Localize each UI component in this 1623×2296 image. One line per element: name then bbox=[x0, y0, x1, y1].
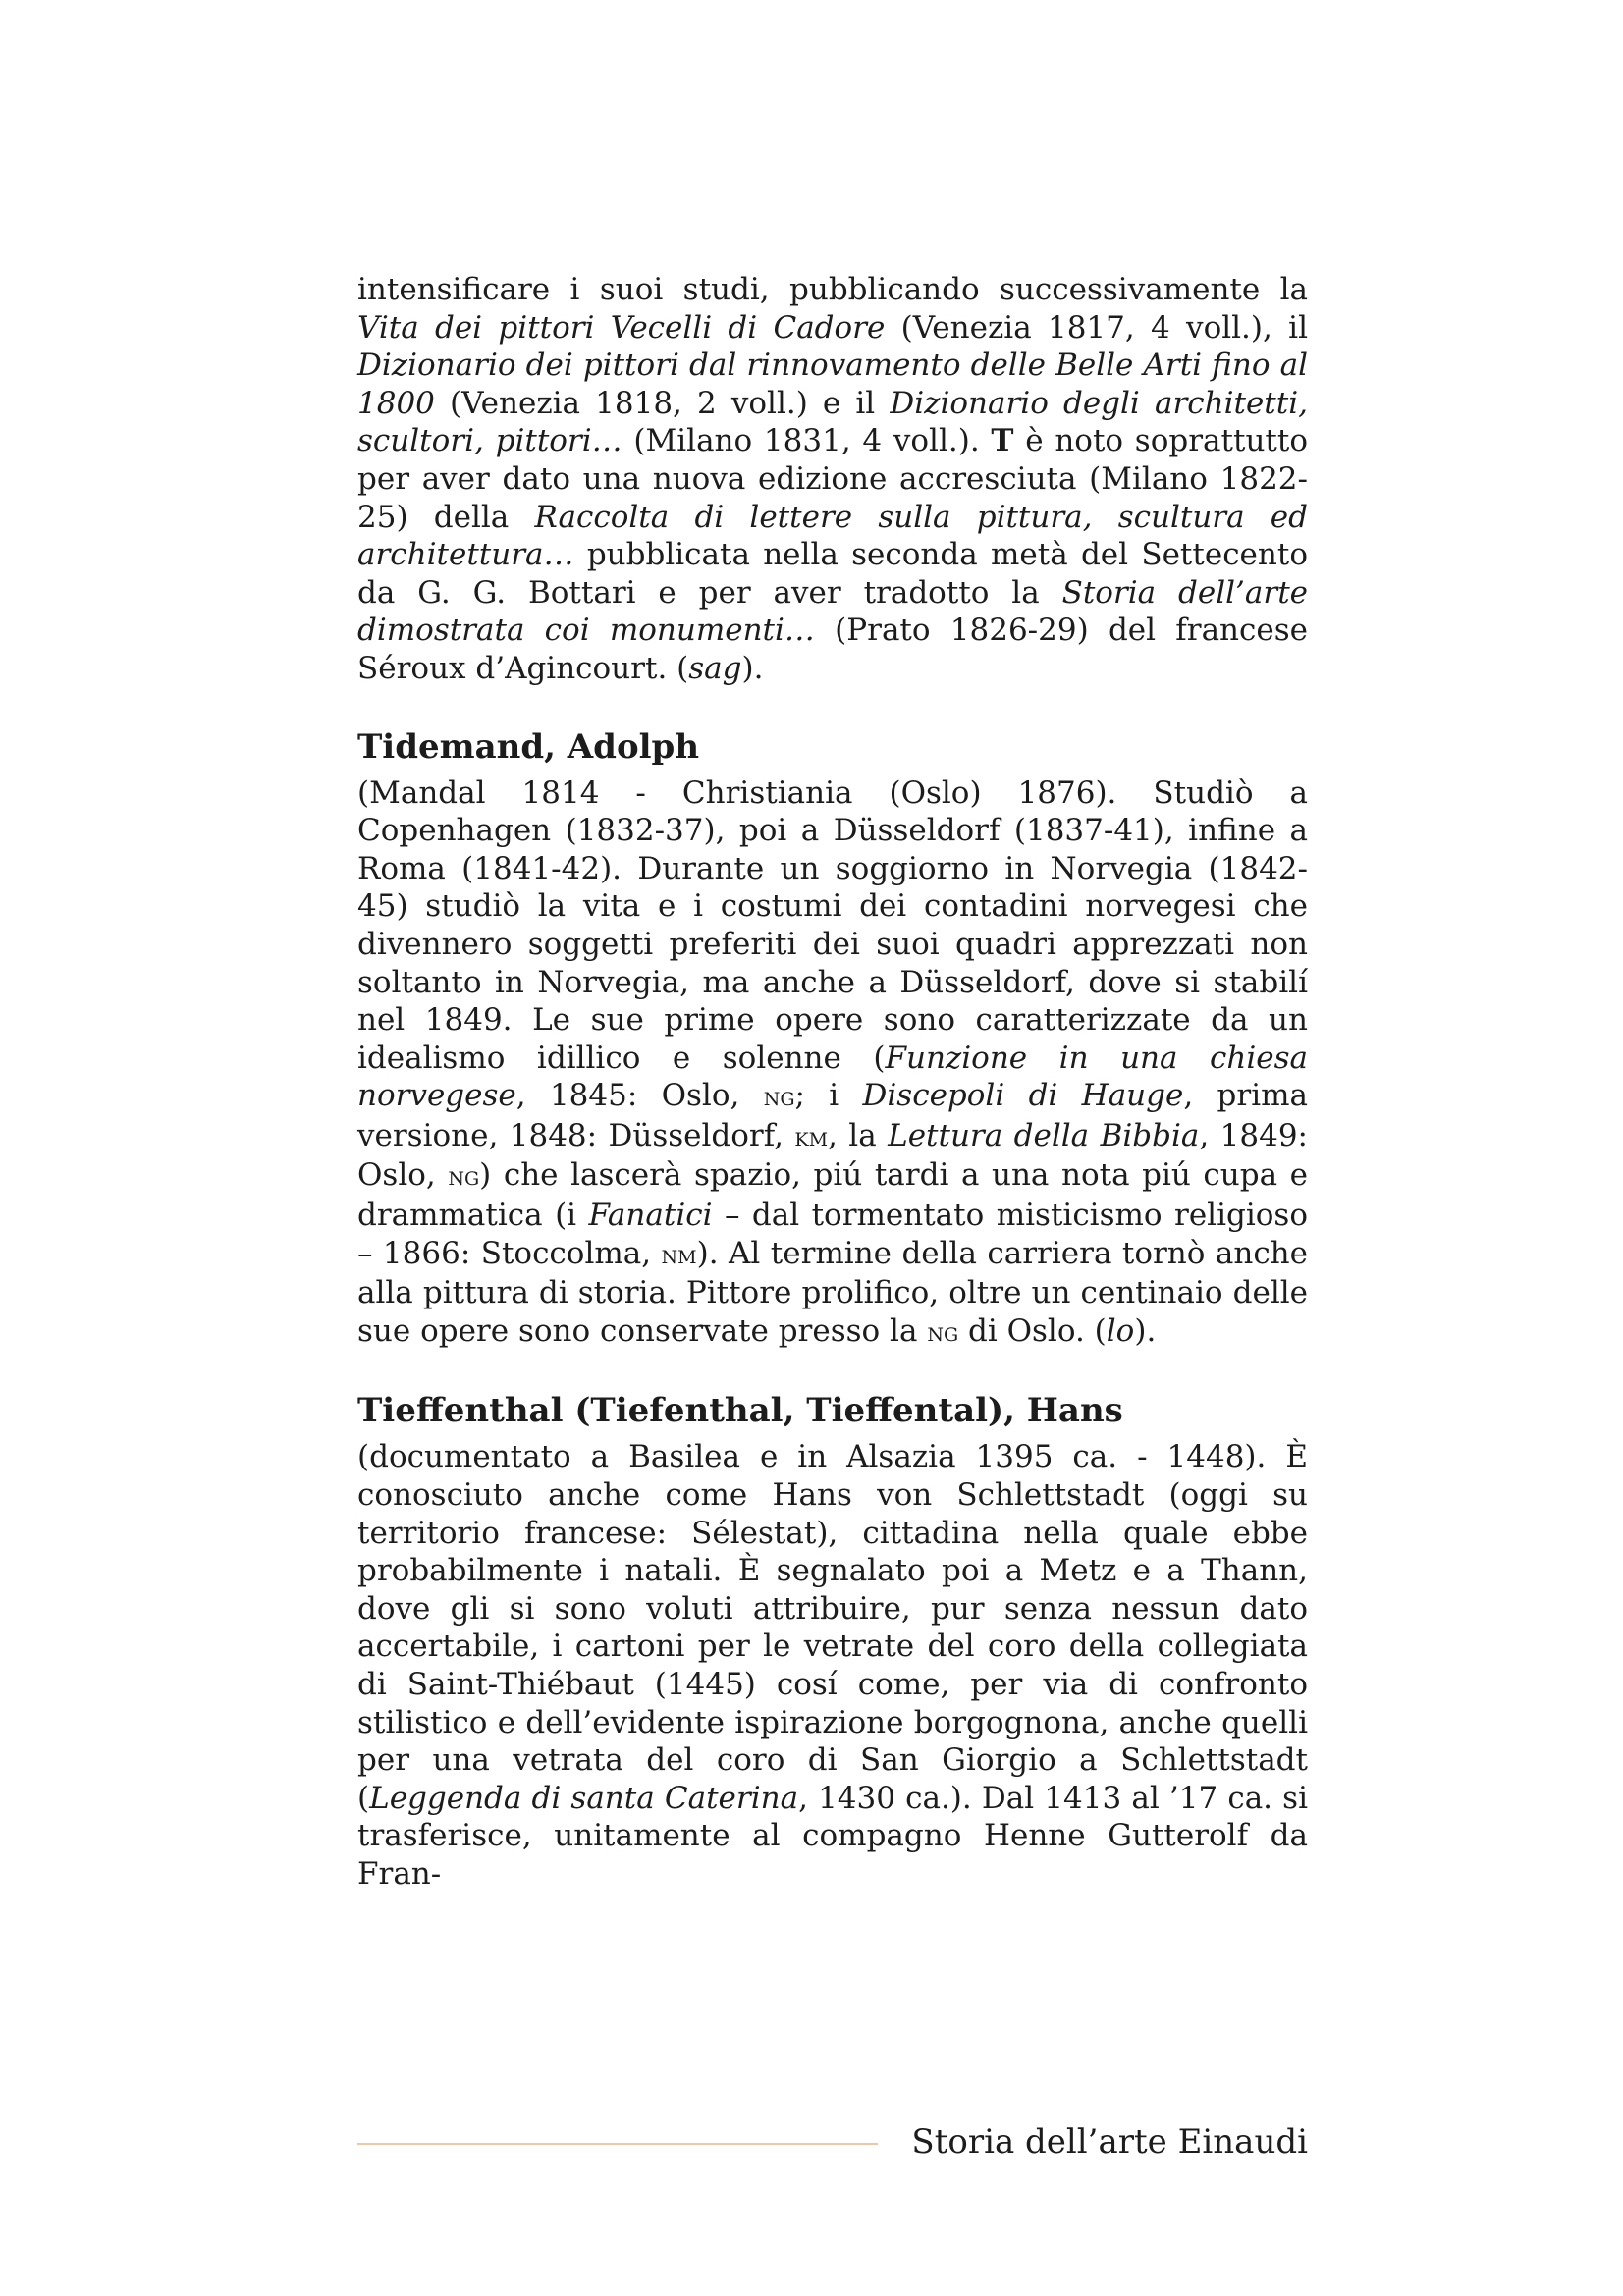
text-run: – dal tormentato misticismo religioso – 1866: Stoccolma, bbox=[357, 1198, 1308, 1271]
footer-publisher: Storia dell’arte Einaudi bbox=[911, 2122, 1308, 2162]
abbreviation: km bbox=[794, 1121, 829, 1152]
text-run: , 1849: Oslo, bbox=[357, 1117, 1308, 1194]
text-run: ). Al termine della carriera tornò anche alla pittura di storia. Pittore prolifico, oltre un centinaio delle sue opere sono conservate presso la bbox=[357, 1235, 1308, 1349]
abbreviation: nm bbox=[661, 1239, 697, 1270]
text-run: ). bbox=[1134, 1312, 1157, 1349]
italic-run: Dizionario dei pittori dal rinnovamento delle Belle Arti fino al 1800 bbox=[357, 347, 1308, 421]
entry-body-tieffenthal bbox=[357, 1438, 1308, 1893]
italic-run: Funzione in una chiesa norvegese bbox=[357, 1040, 1308, 1114]
text-run: intensificare i suoi studi, pubblicando successivamente la bbox=[357, 272, 1308, 307]
italic-run: lo bbox=[1106, 1312, 1135, 1349]
italic-run: Lettura della Bibbia bbox=[888, 1117, 1200, 1153]
text-column bbox=[357, 271, 1308, 1894]
text-run: , prima versione, 1848: Düsseldorf, bbox=[357, 1078, 1308, 1153]
italic-run: sag bbox=[688, 650, 742, 686]
text-run: (Milano 1831, 4 voll.). bbox=[622, 423, 992, 459]
text-run: (Venezia 1817, 4 voll.), il bbox=[885, 309, 1308, 346]
text-run: , 1845: Oslo, bbox=[515, 1078, 764, 1114]
text-run: (Venezia 1818, 2 voll.) e il bbox=[434, 385, 891, 421]
italic-run: Dizionario degli architetti, scultori, pittori… bbox=[357, 385, 1308, 459]
abbreviation: ng bbox=[448, 1161, 480, 1193]
text-run: (Mandal 1814 - Christiania (Oslo) 1876). Studiò a Copenhagen (1832-37), poi a Düsseldorf (1837-41), infine a Roma (1841-42). Durante un soggiorno in Norvegia (1842-45) studiò la vita e i costumi dei contadini norvegesi che divennero soggetti preferiti dei suoi quadri apprezzati non soltanto in Norvegia, ma anche a Düsseldorf, dove si stabilí nel 1849. Le sue prime opere sono caratterizzate da un idealismo idillico e solenne ( bbox=[357, 774, 1308, 1076]
abbreviation: ng bbox=[927, 1316, 959, 1348]
text-run: , 1430 ca.). Dal 1413 al ’17 ca. si trasferisce, unitamente al compagno Henne Gutterolf da Fran- bbox=[357, 1780, 1309, 1892]
italic-run: Raccolta di lettere sulla pittura, scultura ed architettura… bbox=[357, 499, 1308, 573]
footer-rule bbox=[357, 2143, 878, 2145]
entry-body-continued bbox=[357, 271, 1308, 688]
italic-run: Leggenda di santa Caterina bbox=[369, 1780, 799, 1816]
text-run: (Prato 1826-29) del francese Séroux d’Agincourt. ( bbox=[357, 613, 1308, 686]
text-run: ) che lascerà spazio, piú tardi a una nota piú cupa e drammatica (i bbox=[357, 1157, 1309, 1234]
italic-run: Fanatici bbox=[588, 1198, 713, 1234]
italic-run: Storia dell’arte dimostrata coi monumenti… bbox=[357, 574, 1309, 649]
italic-run: Vita dei pittori Vecelli di Cadore bbox=[357, 309, 886, 346]
entry-title-tidemand: Tidemand, Adolph bbox=[357, 726, 700, 767]
bold-run: T bbox=[991, 423, 1014, 459]
text-run: pubblicata nella seconda metà del Settecento da G. G. Bottari e per aver tradotto la bbox=[357, 537, 1308, 611]
text-run: (documentato a Basilea e in Alsazia 1395 ca. - 1448). È conosciuto anche come Hans von Schlettstadt (oggi su territorio francese: Sélestat), cittadina nella quale ebbe probabilmente i natali. È segnalato poi a Metz e a Thann, dove gli si sono voluti attribuire, pur senza nessun dato accertabile, i cartoni per le vetrate del coro della collegiata di Saint-Thiébaut (1445) cosí come, per via di confronto stilistico e dell’evidente ispirazione borgognona, anche quelli per una vetrata del coro di San Giorgio a Schlettstadt ( bbox=[357, 1439, 1308, 1816]
text-run: ; i bbox=[794, 1078, 863, 1114]
entry-title-tieffenthal: Tieffenthal (Tiefenthal, Tieffental), Hans bbox=[357, 1391, 1123, 1431]
abbreviation: ng bbox=[763, 1082, 795, 1113]
entry-body-tidemand bbox=[357, 774, 1308, 1353]
text-run: ). bbox=[741, 650, 764, 686]
italic-run: Discepoli di Hauge bbox=[862, 1078, 1184, 1114]
text-run: di Oslo. ( bbox=[958, 1312, 1107, 1349]
text-run: , la bbox=[828, 1117, 889, 1153]
text-run: è noto soprattutto per aver dato una nuova edizione accresciuta (Milano 1822-25) della bbox=[357, 423, 1308, 535]
